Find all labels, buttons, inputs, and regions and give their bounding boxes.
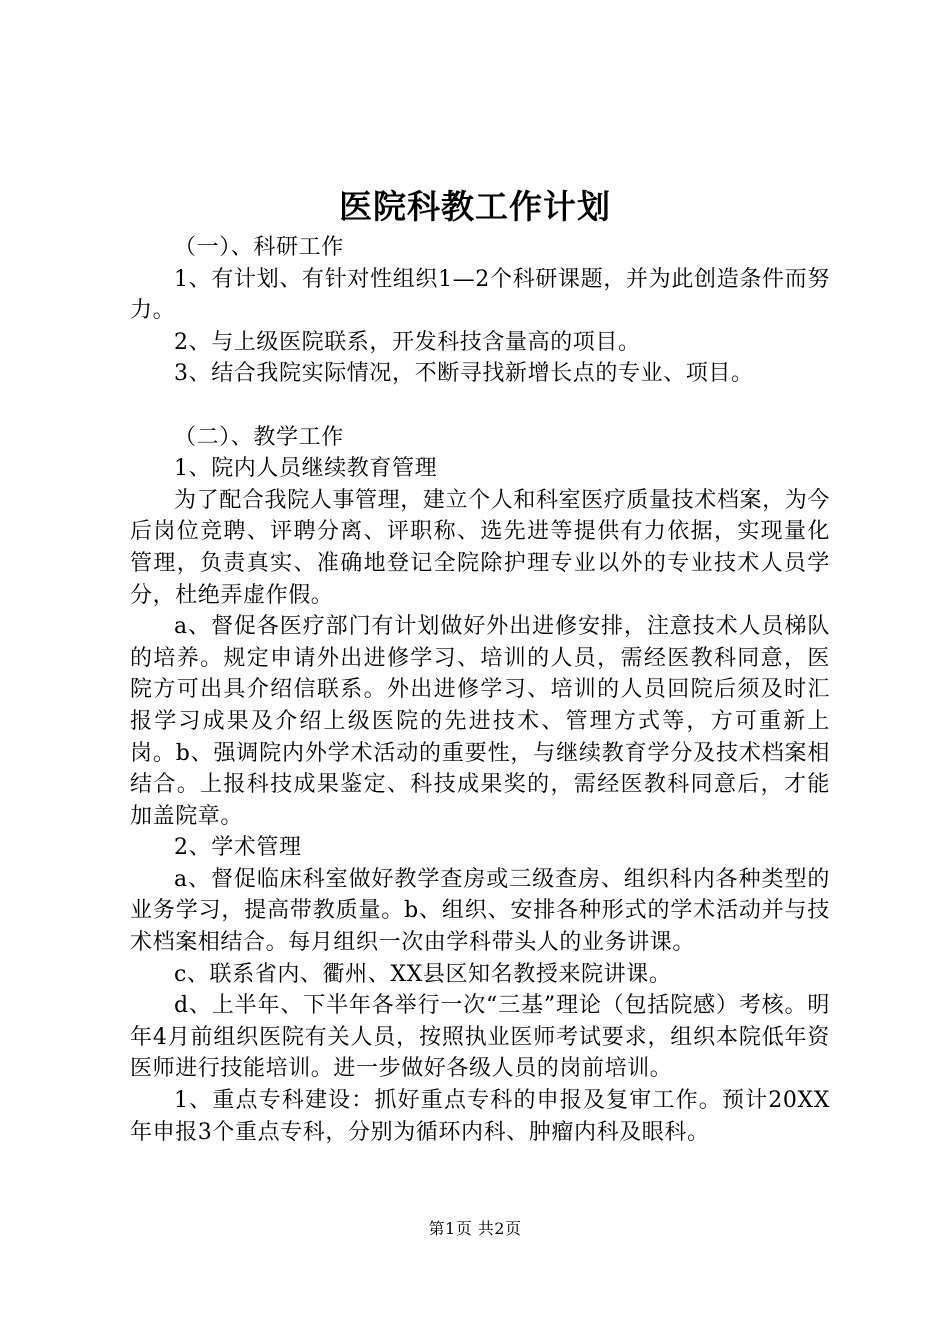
document-body	[130, 232, 830, 1148]
document-title: 医院科教工作计划	[339, 187, 611, 226]
paragraph: 1、重点专科建设：抓好重点专科的申报及复审工作。预计20XX年申报3个重点专科，分别为循环内科、肿瘤内科及眼科。	[130, 1088, 830, 1145]
section-heading-teaching: （二）、教学工作	[174, 424, 344, 450]
subsection-heading: 1、院内人员继续教育管理	[174, 456, 438, 482]
paragraph: d、上半年、下半年各举行一次“三基”理论（包括院感）考核。明年4月前组织医院有关人员，按照执业医师考试要求，组织本院低年资医师进行技能培训。进一步做好各级人员的岗前培训。	[130, 993, 830, 1082]
subsection-heading: 2、学术管理	[174, 835, 302, 861]
paragraph: c、联系省内、衢州、XX县区知名教授来院讲课。	[174, 961, 672, 987]
paragraph: 2、与上级医院联系，开发科技含量高的项目。	[174, 329, 641, 355]
paragraph: a、督促临床科室做好教学查房或三级查房、组织科内各种类型的业务学习，提高带教质量。b、组织、安排各种形式的学术活动并与技术档案相结合。每月组织一次由学科带头人的业务讲课。	[130, 866, 830, 956]
section-heading-research: （一）、科研工作	[174, 235, 344, 260]
paragraph: 为了配合我院人事管理，建立个人和科室医疗质量技术档案，为今后岗位竞聘、评聘分离、评职称、选先进等提供有力依据，实现量化管理，负责真实、准确地登记全院除护理专业以外的专业技术人员学分，杜绝弄虚作假。	[130, 487, 830, 608]
page-footer: 第1页 共2页	[428, 1219, 522, 1238]
paragraph: 3、结合我院实际情况，不断寻找新增长点的专业、项目。	[174, 361, 754, 387]
paragraph: 1、有计划、有针对性组织1—2个科研课题，并为此创造条件而努力。	[130, 266, 830, 324]
paragraph: a、督促各医疗部门有计划做好外出进修安排，注意技术人员梯队的培养。规定申请外出进修学习、培训的人员，需经医教科同意，医院方可出具介绍信联系。外出进修学习、培训的人员回院后须及时汇报学习成果及介绍上级医院的先进技术、管理方式等，方可重新上岗。b、强调院内外学术活动的重要性，与继续教育学分及技术档案相结合。上报科技成果鉴定、科技成果奖的，需经医教科同意后，才能加盖院章。	[130, 614, 830, 829]
